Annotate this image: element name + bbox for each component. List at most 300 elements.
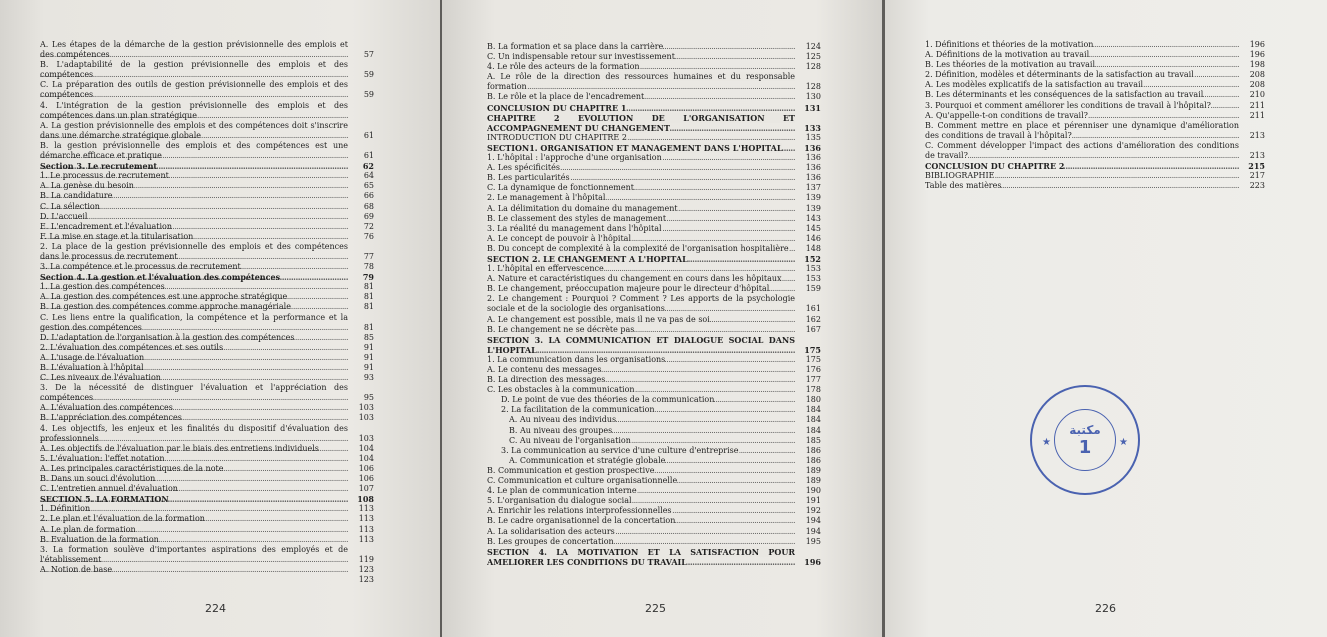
toc-entry-title: 1. La gestion des compétences [40,282,165,292]
toc-entry [40,232,374,242]
toc-entry-page: 91 [363,342,374,352]
toc-list [40,40,374,585]
toc-entry-page: 103 [358,413,374,423]
toc-entry [40,444,374,454]
toc-entry-page: 93 [363,373,374,383]
toc-entry-title: B. Le cadre organisationnel de la concertation [487,516,676,526]
toc-entry-page: 81 [363,282,374,292]
toc-entry [487,214,821,224]
toc-entry-page: 123 [358,574,374,584]
toc-entry-page: 208 [1249,70,1265,80]
toc-entry-title: B. Les groupes de concertation [487,536,614,546]
library-stamp [1030,385,1140,495]
toc-entry-page: 143 [805,213,821,223]
toc-entry-page: 131 [804,102,821,113]
toc-entry [925,141,1265,161]
toc-entry-title: B. Evaluation de la formation [40,534,159,544]
toc-entry-title: C. Au niveau de l'organisation [509,435,631,445]
toc-entry [925,40,1265,50]
toc-entry-title: 3. La compétence et le processus de recrutement [40,262,241,272]
toc-entry-title: B. L'adaptabilité de la gestion prévisionnelle des emplois et des compétences [40,60,348,80]
toc-entry-page: 78 [363,262,374,272]
toc-entry [925,121,1265,141]
toc-entry-title: A. Le rôle de la direction des ressources humaines et du responsable formation [487,72,795,92]
toc-entry-page: 139 [805,193,821,203]
toc-entry-page: 130 [805,92,821,102]
toc-entry-page: 103 [358,403,374,413]
toc-entry-title: B. La gestion des compétences comme approche managériale [40,302,291,312]
toc-entry-page: 113 [358,504,374,514]
toc-entry-title: 5. L'organisation du dialogue social [487,496,632,506]
toc-entry-page: 104 [358,453,374,463]
toc-entry-page: 184 [805,415,821,425]
toc-entry [40,282,374,292]
toc-entry-title: C. Les obstacles à la communication [487,385,635,395]
toc-entry-page: 189 [805,476,821,486]
toc-entry-page: 108 [357,494,374,505]
toc-entry-page: 180 [805,395,821,405]
toc-entry-page: 162 [805,314,821,324]
toc-entry-page: 194 [805,526,821,536]
toc-entry-page: 77 [363,251,374,261]
toc-entry [487,224,821,234]
toc-entry-page: 191 [805,496,821,506]
toc-entry-title: 5. L'évaluation: l'effet notation [40,453,165,463]
toc-entry-title: A. La genèse du besoin [40,181,134,191]
toc-entry-page: 152 [804,253,821,264]
toc-entry [40,60,374,80]
toc-entry-page: 194 [805,516,821,526]
toc-entry-page: 189 [805,465,821,475]
toc-entry-title: 2. La place de la gestion prévisionnelle des emplois et des compétences dans le processus de recrutement [40,241,348,261]
toc-entry-title: B. Le changement ne se décrète pas [487,324,635,334]
toc-entry [40,424,374,444]
toc-entry [487,385,821,395]
stamp-word: مكتبة [1069,422,1101,437]
toc-entry-title: 4. Le plan de communication interne [487,486,637,496]
toc-entry-title: A. Les objectifs de l'évaluation par le biais des entretiens individuels [40,443,319,453]
toc-entry [487,547,821,567]
toc-entry-page: 68 [363,201,374,211]
stamp-number: 1 [1078,436,1092,458]
toc-entry-title: SECTION1. ORGANISATION ET MANAGEMENT DANS L'HOPITAL [487,142,783,153]
toc-entry [487,143,821,153]
toc-entry-page: 178 [805,385,821,395]
toc-entry [40,525,374,535]
toc-entry [487,415,821,425]
toc-entry [40,363,374,373]
toc-entry-page: 79 [362,272,374,283]
toc-entry [487,274,821,284]
toc-entry [487,133,821,143]
toc-entry-page: 66 [363,191,374,201]
toc-entry-page: 136 [805,153,821,163]
toc-entry-page: 85 [363,332,374,342]
toc-entry-title: C. Les liens entre la qualification, la compétence et la performance et la gestion des compétences [40,312,348,332]
toc-entry-page: 213 [1249,151,1265,161]
toc-entry [487,244,821,254]
toc-entry-title: A. Le concept de pouvoir à l'hôpital [487,233,632,243]
toc-entry-page: 64 [363,171,374,181]
toc-entry-title: B. la gestion prévisionnelle des emplois et des compétences est une démarche efficace et pratique [40,140,348,161]
toc-entry-page: 136 [805,173,821,183]
toc-entry-title: B. L'évaluation à l'hôpital [40,363,144,372]
toc-entry [487,466,821,476]
toc-entry-page: 125 [805,52,821,62]
toc-entry [487,173,821,183]
toc-entry-title: A. L'évaluation des compétences [40,403,173,413]
toc-entry-page: 128 [805,62,821,72]
toc-entry [40,302,374,312]
toc-entry-title: SECTION 4. LA MOTIVATION ET LA SATISFACTION POUR AMELIORER LES CONDITIONS DU TRAVAIL [487,546,795,567]
toc-entry-page: 113 [358,534,374,544]
toc-entry [487,476,821,486]
toc-entry [925,181,1265,191]
toc-entry-title: SECTION 2. LE CHANGEMENT A L'HOPITAL [487,253,688,264]
toc-entry-page: 62 [362,161,374,172]
toc-entry [40,474,374,484]
page-226 [885,0,1327,637]
toc-entry [40,212,374,222]
toc-entry-page: 137 [805,183,821,193]
toc-entry-title: CHAPITRE 2 EVOLUTION DE L'ORGANISATION ET ACCOMPAGNEMENT DU CHANGEMENT [487,112,795,133]
toc-entry-page: 81 [363,302,374,312]
toc-entry-page: 153 [805,264,821,274]
toc-entry-page: 133 [804,122,821,133]
toc-entry-title: 2. L'évaluation des compétences et ses outils [40,342,224,352]
toc-entry [487,516,821,526]
toc-entry-page: 215 [1248,161,1265,172]
toc-entry [487,375,821,385]
toc-entry-title: C. La sélection [40,201,100,211]
toc-entry-title: B. Les particularités [487,173,570,183]
toc-entry [487,456,821,466]
toc-entry-page: 124 [805,42,821,51]
toc-entry-title: A. La gestion prévisionnelle des emplois et des compétences doit s'inscrire dans une démarche stratégique globale [40,120,348,140]
toc-entry-page: 161 [805,304,821,314]
toc-entry-title: 1. Définition [40,504,91,514]
toc-entry [40,121,374,141]
toc-entry-title: F. La mise en stage et la titularisation [40,231,194,241]
toc-entry [40,202,374,212]
toc-entry [487,103,821,113]
toc-entry-title: B. Les déterminants et les conséquences de la satisfaction au travail [925,90,1204,100]
toc-entry-title: A. Les spécificités [487,163,560,173]
toc-entry-title: INTRODUCTION DU CHAPITRE 2 [487,132,627,142]
toc-entry [40,535,374,545]
toc-entry-page: 113 [358,514,374,524]
toc-entry-title: D. L'accueil [40,211,88,221]
toc-entry [40,222,374,232]
toc-entry [40,383,374,403]
toc-entry-title: 3. De la nécessité de distinguer l'évaluation et l'appréciation des compétences [40,383,348,403]
toc-entry-page: 103 [358,433,374,443]
toc-entry [925,90,1265,100]
toc-entry-title: D. Le point de vue des théories de la communication [501,395,715,405]
toc-entry-page: 211 [1249,100,1265,110]
toc-entry [40,494,374,504]
toc-entry-page: 69 [363,211,374,221]
toc-entry [487,113,821,133]
toc-entry-title: 2. Le management à l'hôpital [487,193,606,203]
toc-entry-title: A. Communication et stratégie globale [509,455,666,465]
toc-entry [487,42,821,52]
star-icon: ★ [1042,437,1051,448]
toc-entry-page: 146 [805,233,821,243]
toc-entry [925,111,1265,121]
toc-entry-page: 196 [804,556,821,567]
toc-entry [40,464,374,474]
toc-entry-title: 4. Le rôle des acteurs de la formation [487,62,640,72]
toc-entry [40,504,374,514]
toc-entry-title: A. Les principales caractéristiques de la note [40,463,224,473]
toc-entry [925,161,1265,171]
toc-entry-page: 176 [805,365,821,374]
toc-entry-title: C. La préparation des outils de gestion prévisionnelle des emplois et des compétences [40,80,348,100]
page-224 [0,0,440,637]
toc-entry-page: 208 [1249,80,1265,90]
toc-entry-title: B. Le classement des styles de management [487,213,667,223]
toc-entry [487,436,821,446]
toc-entry-page: 192 [805,506,821,516]
toc-entry [487,204,821,214]
toc-entry [40,545,374,565]
toc-entry-title: C. La dynamique de fonctionnement [487,183,634,193]
stamp-center [1054,409,1116,471]
toc-entry [40,373,374,383]
toc-entry [40,272,374,282]
toc-entry [487,537,821,547]
toc-entry [925,50,1265,60]
toc-entry-title: 4. Les objectifs, les enjeux et les finalités du dispositif d'évaluation des professionnels [40,423,348,443]
toc-entry-title: A. Les modèles explicatifs de la satisfaction au travail [925,80,1144,90]
toc-entry-page: 153 [805,274,821,284]
toc-entry-title: E. L'encadrement et l'évaluation [40,221,172,231]
toc-entry-title: C. Communication et culture organisationnelle [487,476,678,486]
toc-entry [925,101,1265,111]
toc-entry-page: 217 [1249,171,1265,181]
toc-entry-title: A. Définitions de la motivation au travail [925,50,1090,60]
toc-entry [487,193,821,203]
page-number: 224 [205,602,226,615]
toc-entry-title: Section 3. Le recrutement [40,161,158,172]
toc-entry-page: 136 [805,163,821,173]
toc-entry [40,242,374,262]
toc-entry-title: 1. Le processus de recrutement [40,171,169,181]
toc-entry [40,101,374,121]
toc-entry-page: 148 [805,243,821,253]
toc-entry-page: 61 [363,130,374,140]
toc-entry-title: 2. La facilitation de la communication [501,405,655,415]
toc-entry-title: A. Au niveau des individus [509,415,617,425]
toc-entry [40,403,374,413]
toc-entry [487,395,821,405]
toc-entry-page: 175 [805,354,821,364]
toc-entry-title: SECTION 3. LA COMMUNICATION ET DIALOGUE SOCIAL DANS L'HOPITAL [487,334,795,355]
toc-entry [487,325,821,335]
toc-entry-title: B. L'appréciation des compétences [40,413,182,423]
toc-entry [40,141,374,161]
toc-entry-title: A. Le changement est possible, mais il ne va pas de soi [487,314,710,324]
toc-entry [487,234,821,244]
toc-entry-page: 184 [805,405,821,415]
toc-entry-title: C. Les niveaux de l'évaluation [40,373,161,383]
toc-entry [487,72,821,92]
toc-entry-title: C. L'entretien annuel d'évaluation [40,484,178,494]
toc-entry-title: Section 4. La gestion et l'évaluation des compétences [40,272,281,283]
toc-entry-page: 57 [363,50,374,60]
toc-entry-page: 139 [805,203,821,213]
toc-entry-page: 106 [358,463,374,473]
toc-entry [487,294,821,314]
toc-entry [40,333,374,343]
toc-entry-page: 186 [805,445,821,455]
toc-entry [487,52,821,62]
toc-entry [487,527,821,537]
toc-entry-page: 175 [804,344,821,355]
toc-entry [40,454,374,464]
toc-entry [925,171,1265,181]
toc-entry-page: 76 [363,231,374,241]
toc-entry [40,161,374,171]
toc-entry [40,565,374,575]
toc-entry-title: 1. L'hôpital : l'approche d'une organisation [487,153,662,163]
toc-entry-page: 107 [358,484,374,494]
toc-entry [487,183,821,193]
toc-entry [487,446,821,456]
toc-entry-page: 119 [358,554,374,564]
toc-entry-page: 128 [805,82,821,92]
toc-entry-page: 91 [363,352,374,362]
toc-entry-page: 198 [1249,60,1265,70]
page-number: 226 [1095,602,1116,615]
toc-entry [40,171,374,181]
toc-entry-title: A. Notion de base [40,564,113,574]
toc-entry [40,40,374,60]
toc-entry [487,506,821,516]
toc-entry [40,181,374,191]
toc-entry-title: A. Les étapes de la démarche de la gestion prévisionnelle des emplois et des compétences [40,40,348,60]
toc-entry [40,575,374,585]
toc-entry-page: 59 [363,90,374,100]
star-icon: ★ [1119,437,1128,448]
toc-entry-page: 195 [805,536,821,546]
toc-entry [487,153,821,163]
toc-entry [40,80,374,100]
toc-entry-title: A. Le plan de formation [40,524,136,534]
toc-entry [487,405,821,415]
toc-entry-title: A. Qu'appelle-t-on conditions de travail? [925,110,1088,120]
toc-entry-page: 213 [1249,130,1265,140]
toc-entry [487,496,821,506]
toc-entry-title: 3. La réalité du management dans l'hôpital [487,223,662,233]
toc-entry-title: B. Le rôle et la place de l'encadrement [487,92,645,102]
toc-entry-title: 1. Définitions et théories de la motivation [925,40,1094,49]
toc-entry-title: B. Communication et gestion prospective [487,465,655,475]
toc-entry-page: 91 [363,363,374,372]
toc-entry [487,486,821,496]
toc-entry [487,365,821,375]
toc-entry-page: 159 [805,284,821,294]
toc-entry-title: B. Dans un souci d'évolution [40,474,156,484]
toc-entry-page: 61 [363,151,374,161]
toc-entry [40,514,374,524]
toc-entry-title: C. Un indispensable retour sur investissement [487,52,675,62]
toc-entry [487,62,821,72]
toc-entry [925,70,1265,80]
toc-entry-page: 106 [358,474,374,484]
toc-entry-title: 4. L'intégration de la gestion prévisionnelle des emplois et des compétences dans un plan stratégique [40,100,348,120]
toc-entry-title: D. L'adaptation de l'organisation à la gestion des compétences [40,332,295,342]
toc-entry-page: 196 [1249,40,1265,49]
toc-entry [40,313,374,333]
page-225 [442,0,882,637]
toc-entry [487,335,821,355]
toc-entry [40,292,374,302]
toc-entry-title: B. Comment mettre en place et pérenniser une dynamique d'amélioration des conditions de travail à l'hôpital? [925,120,1239,140]
toc-entry-title: A. Enrichir les relations interprofessionnelles [487,506,672,516]
toc-entry-title: 1. L'hôpital en effervescence [487,264,604,274]
toc-entry [40,413,374,423]
toc-entry [487,426,821,436]
toc-entry-title: CONCLUSION DU CHAPITRE 2 [925,161,1065,172]
toc-entry [487,355,821,365]
toc-entry-title: 2. Définition, modèles et déterminants de la satisfaction au travail [925,70,1194,80]
toc-entry [40,262,374,272]
toc-entry-page: 81 [363,322,374,332]
page-number: 225 [645,602,666,615]
toc-entry-title: A. La gestion des compétences est une approche stratégique [40,292,288,302]
toc-entry [487,264,821,274]
toc-entry-title: A. L'usage de l'évaluation [40,352,145,362]
toc-entry-page: 145 [805,223,821,233]
toc-entry-page: 223 [1249,181,1265,191]
toc-entry [487,315,821,325]
toc-list [925,40,1265,191]
toc-entry-page: 104 [358,443,374,453]
toc-entry-page: 59 [363,70,374,80]
toc-entry-title: B. Au niveau des groupes [509,425,613,435]
toc-entry-page: 177 [805,375,821,385]
toc-entry [40,191,374,201]
toc-entry-page: 123 [358,564,374,574]
toc-entry-page: 210 [1249,90,1265,100]
toc-entry-title: 3. Pourquoi et comment améliorer les conditions de travail à l'hôpital? [925,100,1211,110]
toc-entry-page: 72 [363,221,374,231]
toc-entry-page: 135 [805,132,821,142]
toc-entry [40,343,374,353]
toc-entry-page: 167 [805,324,821,334]
toc-entry-page: 211 [1249,110,1265,120]
toc-entry [487,284,821,294]
toc-entry-title: SECTION 5. LA FORMATION [40,494,169,505]
toc-list [487,42,821,567]
toc-entry-title: B. La candidature [40,191,113,201]
toc-entry-title: 3. La formation soulève d'importantes aspirations des employés et de l'établissement [40,544,348,564]
toc-entry-title: A. La solidarisation des acteurs [487,526,615,536]
toc-entry-title: CONCLUSION DU CHAPITRE 1 [487,102,627,113]
toc-entry-title: C. Comment développer l'impact des actions d'amélioration des conditions de travail? [925,140,1239,161]
toc-entry-title: Table des matières [925,181,1002,191]
toc-entry-page: 81 [363,292,374,302]
toc-entry-title: 3. La communication au service d'une culture d'entreprise [501,445,739,455]
toc-entry [40,484,374,494]
toc-entry-title: A. La délimitation du domaine du management [487,203,678,213]
toc-entry-title: B. Les théories de la motivation au travail [925,60,1096,70]
toc-entry-title: A. Le contenu des messages [487,365,602,374]
toc-entry-title: 2. Le changement : Pourquoi ? Comment ? Les apports de la psychologie sociale et de la sociologie des organisations [487,294,795,314]
toc-entry-title: BIBLIOGRAPHIE [925,171,995,181]
